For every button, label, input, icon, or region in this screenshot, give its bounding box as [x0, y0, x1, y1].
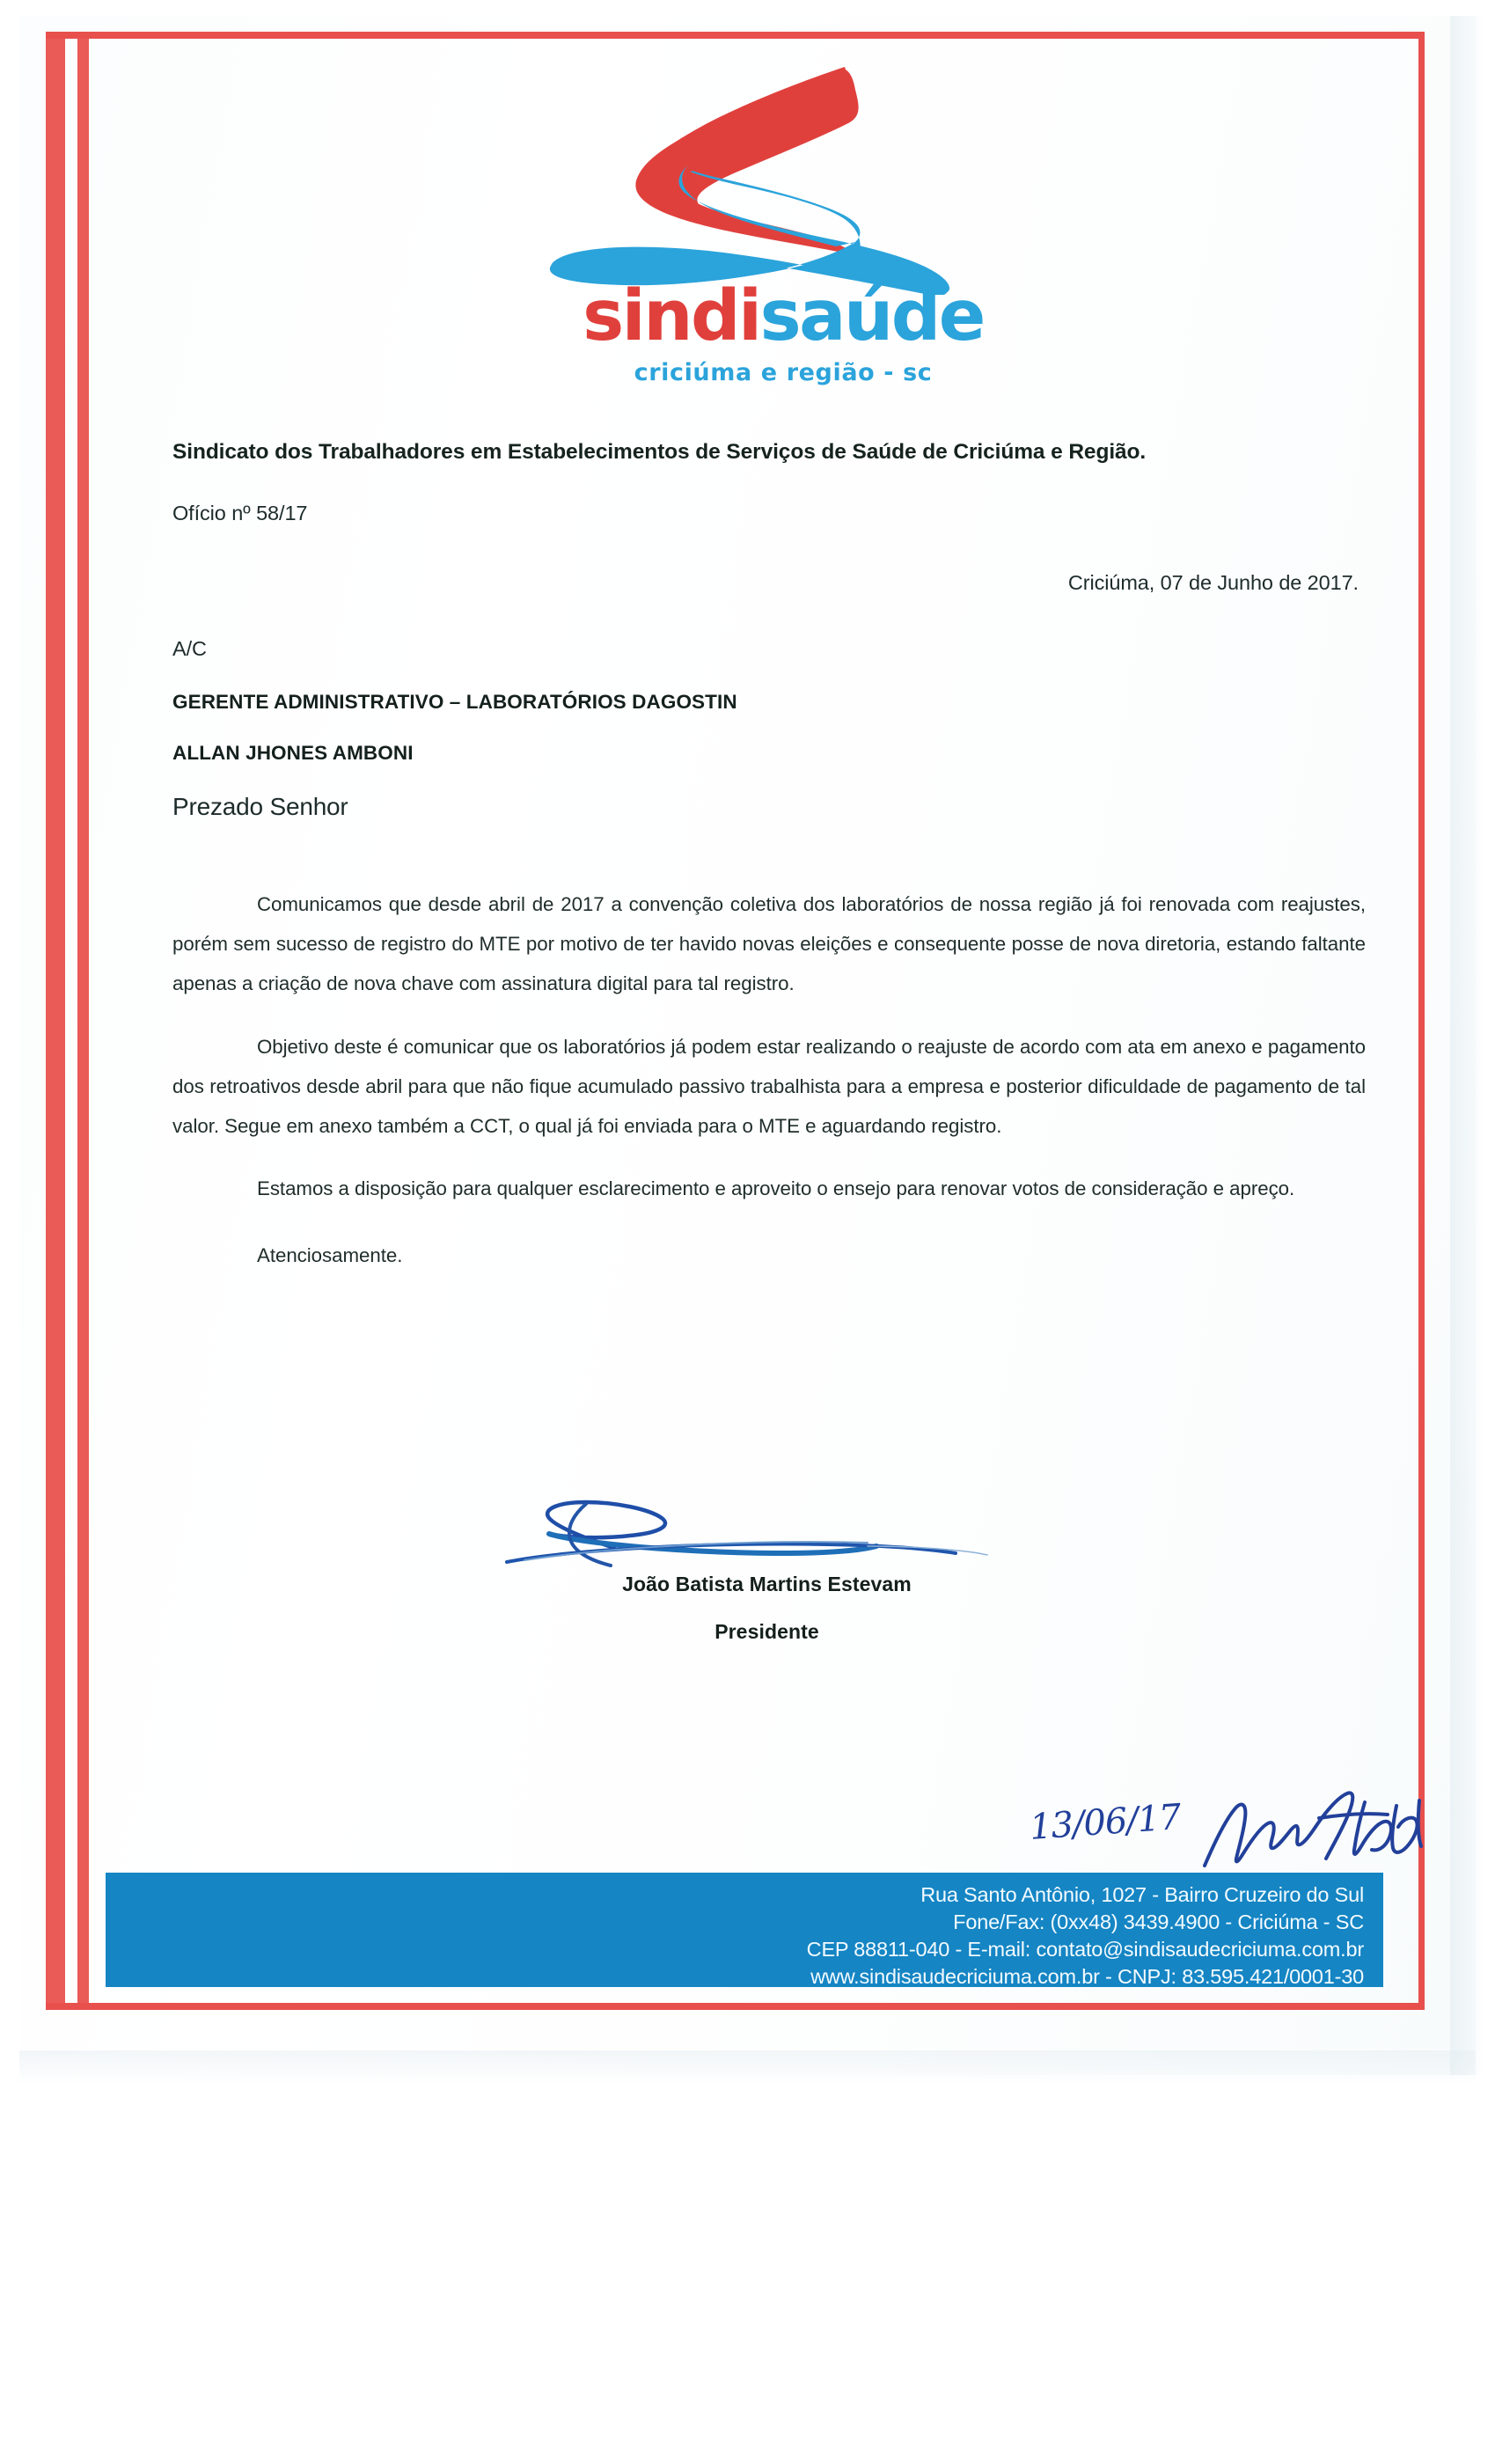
border-right-line	[1418, 32, 1425, 2010]
recipient-name: ALLAN JHONES AMBONI	[172, 741, 414, 764]
attention-label: A/C	[172, 636, 207, 660]
signatory-name: João Batista Martins Estevam	[622, 1573, 912, 1595]
footer-email-line: CEP 88811-040 - E-mail: contato@sindisaudecriciuma.com.br	[806, 1938, 1364, 1962]
logo-wordmark-red: sindi	[583, 275, 760, 356]
footer-contact-bar	[106, 1873, 1383, 1987]
border-thin-left-bar	[77, 32, 89, 2010]
letter-content	[172, 437, 1366, 1267]
city-and-date: Criciúma, 07 de Junho de 2017.	[1067, 570, 1359, 594]
body-paragraph-1: Comunicamos que desde abril de 2017 a convenção coletiva dos laboratórios de nossa região já foi renovada com reajustes, porém sem sucesso de registro do MTE por motivo de ter havido novas eleições e consequente posse de nova diretoria, estando faltante apenas a criação de nova chave com assinatura digital para tal registro.	[172, 892, 1366, 995]
signature-scribble-icon	[498, 1472, 991, 1578]
scan-shadow-bottom	[19, 2050, 1476, 2086]
body-paragraph-3: Estamos a disposição para qualquer esclarecimento e aproveito o ensejo para renovar votos de consideração e apreço.	[257, 1177, 1295, 1200]
signature-block	[172, 1492, 1366, 1644]
receipt-signature-icon	[1192, 1785, 1439, 1873]
organization-title: Sindicato dos Trabalhadores em Estabelecimentos de Serviços de Saúde de Criciúma e Região.	[172, 440, 1147, 464]
logo-wordmark	[475, 275, 1091, 356]
signatory-role: Presidente	[715, 1620, 819, 1643]
body-paragraph-2: Objetivo deste é comunicar que os laboratórios já podem estar realizando o reajuste de acordo com ata em anexo e pagamento dos retroativos desde abril para que não fique acumulado passivo trabalhista para a empresa e posterior dificuldade de pagamento de tal valor. Segue em anexo também a CCT, o qual já foi enviada para o MTE e aguardando registro.	[172, 1035, 1366, 1138]
closing-line: Atenciosamente.	[257, 1243, 403, 1266]
scan-shadow-right	[1450, 16, 1485, 2075]
footer-phone-line: Fone/Fax: (0xx48) 3439.4900 - Criciúma - SC	[953, 1910, 1364, 1934]
handwritten-date: 13/06/17	[1028, 1797, 1183, 1848]
logo-tagline: criciúma e região - sc	[634, 359, 933, 386]
footer-address-line: Rua Santo Antônio, 1027 - Bairro Cruzeiro do Sul	[920, 1883, 1364, 1906]
border-thick-left-bar	[46, 32, 65, 2010]
organization-logo	[475, 62, 1091, 414]
document-reference: Ofício nº 58/17	[172, 501, 308, 524]
logo-wordmark-blue: saúde	[759, 275, 984, 356]
s-swoosh-icon	[546, 62, 986, 295]
salutation: Prezado Senhor	[172, 792, 348, 820]
recipient-role-company: GERENTE ADMINISTRATIVO – LABORATÓRIOS DAGOSTIN	[172, 690, 737, 713]
handwritten-receipt-annotation	[1030, 1788, 1443, 1885]
footer-website-cnpj-line: www.sindisaudecriciuma.com.br - CNPJ: 83.595.421/0001-30	[810, 1965, 1364, 1989]
border-bottom-line	[46, 2003, 1424, 2010]
border-top-line	[46, 32, 1424, 39]
